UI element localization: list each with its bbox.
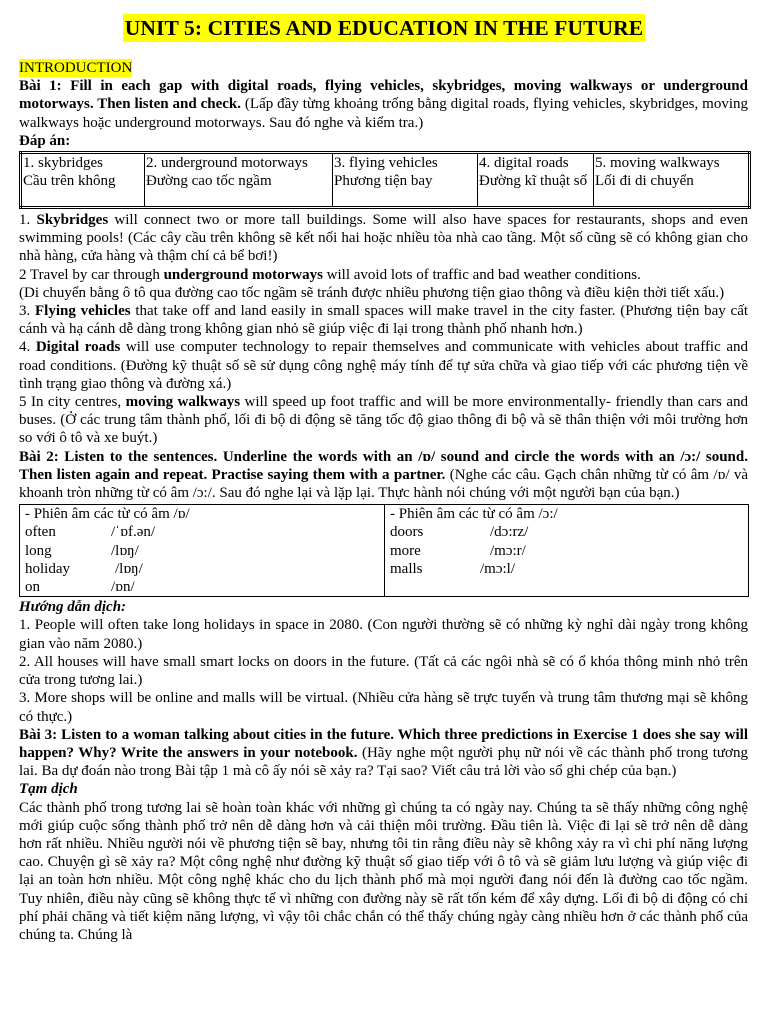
answer-cell [333, 153, 478, 208]
word-row [25, 578, 379, 596]
sentence-3 [19, 302, 748, 338]
answer-en: 1. skybridges [23, 155, 103, 172]
word: malls [390, 560, 423, 577]
sentence-prefix: 5 In city centres, [19, 394, 126, 411]
answer-vi: Đường cao tốc ngầm [146, 173, 272, 190]
exercise-2-translation: (Nghe các câu. Gạch chân những từ có âm /ɒ/ và khoanh tròn những từ có âm /ɔ:/. Sau đó nghe lại và lặp lại. Thực hành nói chúng với một người bạn của bạn.) [19, 466, 749, 502]
answer-vi: Lối đi di chuyển [595, 173, 694, 190]
answer-vi: Cầu trên không [23, 173, 116, 190]
word: on [25, 579, 40, 596]
answer-cell [478, 153, 594, 208]
word: more [390, 542, 421, 559]
sentence-text: will connect two or more tall buildings. Some will also have spaces for restaurants, shops and even swimming pools! (Các cây cầu trên không sẽ kết nối hai hoặc nhiều tòa nhà cao tầng. Một số cũng sẽ có không gian cho nhà hàng, cửa hàng và thậm chí cả bể bơi!) [19, 212, 749, 265]
ipa: /lɒŋ/ [111, 542, 139, 559]
exercise-2-instructions [19, 448, 748, 503]
answer-en: 2. underground motorways [146, 155, 308, 172]
answer-vi: Phương tiện bay [334, 173, 433, 190]
sentence-prefix: 1. [19, 212, 37, 229]
answer-cell [21, 153, 145, 208]
sentence-keyword: moving walkways [125, 394, 241, 411]
sentence-keyword: Skybridges [36, 212, 109, 229]
sentence-text: will avoid lots of traffic and bad weather conditions. [322, 266, 641, 283]
answer-en: 3. flying vehicles [334, 155, 438, 172]
short-o-column [20, 505, 385, 597]
sentence-keyword: underground motorways [163, 266, 323, 283]
sentence-prefix: 3. [19, 303, 35, 320]
sentence-text: that take off and land easily in small spaces will make travel in the city faster. (Phương tiện bay cất cánh và hạ cánh dễ dàng trong không gian nhỏ sẽ giúp việc đi lại trong thành phố nhanh hơn.) [19, 303, 749, 338]
exercise-1-heading: Bài 1: Fill in each gap with digital roads, flying vehicles, skybridges, moving walkways or underground motorways. Then listen and check. [19, 78, 748, 113]
ipa: /mɔ:r/ [490, 542, 526, 559]
word-row [25, 523, 379, 541]
word: often [25, 524, 56, 541]
page-title: UNIT 5: CITIES AND EDUCATION IN THE FUTURE [124, 16, 644, 40]
sentence-2-translation [19, 284, 748, 302]
sentence-text: (Di chuyển bằng ô tô qua đường cao tốc ngầm sẽ tránh được nhiều phương tiện giao thông và điều kiện thời tiết xấu.) [19, 284, 725, 301]
answer-cell [594, 153, 750, 208]
sentence-text: will use computer technology to repair themselves and communicate with vehicles about traffic and road conditions. (Đường kỹ thuật số sẽ sử dụng công nghệ máy tính để tự sửa chữa và giao tiếp với các phương tiện về tình trạng giao thông và đường xá.) [19, 339, 748, 392]
word-row [25, 560, 379, 578]
sentence-2 [19, 266, 748, 284]
word-row [25, 542, 379, 560]
ipa: /ɒn/ [111, 579, 135, 596]
answer-row [21, 153, 750, 208]
introduction-label: INTRODUCTION [19, 60, 133, 76]
word-row [390, 560, 743, 578]
exercise-3-instructions [19, 726, 748, 781]
guide-sentence-3: 3. More shops will be online and malls will be virtual. (Nhiều cửa hàng sẽ trực tuyến và trung tâm thương mại sẽ không có thực.) [19, 690, 748, 725]
word-row [390, 523, 743, 541]
answer-vi: Đường kĩ thuật số [479, 173, 588, 190]
ipa: /ˈɒf.ən/ [111, 524, 156, 541]
sentence-keyword: Flying vehicles [35, 303, 131, 320]
guide-sentence-2: 2. All houses will have small smart locks on doors in the future. (Tất cả các ngôi nhà sẽ có ổ khóa thông minh nhỏ trên cửa trong tương lai.) [19, 653, 748, 689]
long-o-title: - Phiên âm các từ có âm /ɔ:/ [390, 506, 558, 523]
sentence-prefix: 4. [19, 339, 36, 356]
ipa: /dɔ:rz/ [490, 524, 529, 541]
temp-label-text: Tạm dịch [19, 781, 78, 798]
exercise-1-instructions [19, 77, 748, 132]
sentence-5 [19, 393, 748, 448]
exercise-1-translation: (Lấp đầy từng khoảng trống bằng digital roads, flying vehicles, skybridges, moving walkways hoặc underground motorways. Sau đó nghe và kiểm tra.) [19, 96, 749, 131]
exercise-2-heading: Bài 2: Listen to the sentences. Underline the words with an /ɒ/ sound and circle the words with an /ɔ:/ sound. Then listen again and repeat. Practise saying them with a partner. [19, 448, 748, 483]
answer-label [19, 132, 748, 150]
guide-sentence-1: 1. People will often take long holidays in space in 2080. (Con người thường sẽ có những kỳ nghỉ dài ngày trong không gian vào năm 2080.) [19, 617, 748, 652]
ipa: /lɒŋ/ [115, 560, 143, 577]
word: long [25, 542, 52, 559]
answer-en: 4. digital roads [479, 155, 569, 172]
sentence-4 [19, 338, 748, 393]
word: doors [390, 524, 424, 541]
temporary-translation-body: Các thành phố trong tương lai sẽ hoàn toàn khác với những gì chúng ta có ngày nay. Chúng ta sẽ thấy những công nghệ mới giúp cuộc sống thành phố trở nên dễ dàng hơn và cải thiện môi trường. Đầu tiên là. Việc đi lại sẽ trở nên dễ dàng hơn rất nhiều. Nhiều người nói về phương tiện sẽ bay, nhưng tôi tin rằng điều này sẽ không xảy ra vì chi phí năng lượng cao. Chuyện gì sẽ xảy ra? Một công nghệ như đường kỹ thuật số giao tiếp với ô tô và sẽ giảm lưu lượng và giúp việc đi lại an toàn hơn nhiều. Một công nghệ khác cho du lịch thành phố mà mọi người đang nói đến là đường cao tốc ngầm. Tuy nhiên, điều này cũng sẽ không thực tế vì những con đường này sẽ rất tốn kém để xây dựng. Lối đi bộ di động có chi phí phải chăng và tiết kiệm năng lượng, vì vậy tôi chắc chắn có thể thấy chúng ngày càng nhiều hơn ở các thành phố của chúng ta. Chúng là [19, 799, 748, 943]
guide-label-text: Hướng dẫn dịch: [19, 599, 127, 616]
ipa: /mɔ:l/ [480, 560, 515, 577]
long-o-column [385, 505, 749, 597]
sentence-text: will speed up foot traffic and will be more environmentally- friendly than cars and buses. (Ở các trung tâm thành phố, lối đi bộ di động sẽ tăng tốc độ giao thông đi bộ và sẽ thân thiện với môi trường hơn so với ô tô và xe buýt.) [19, 394, 748, 447]
short-o-title: - Phiên âm các từ có âm /ɒ/ [25, 506, 190, 523]
phonetic-table [19, 504, 749, 597]
document-content [19, 59, 748, 944]
phonetic-row [20, 505, 749, 597]
title-wrap [0, 14, 768, 42]
answer-table [19, 151, 751, 209]
temporary-translation-label [19, 780, 748, 798]
answer-en: 5. moving walkways [595, 155, 720, 172]
exercise-3-heading: Bài 3: Listen to a woman talking about cities in the future. Which three predictions in Exercise 1 does she say will happen? Why? Write the answers in your notebook. [19, 726, 748, 761]
exercise-3-translation: (Hãy nghe một người phụ nữ nói về các thành phố trong tương lai. Ba dự đoán nào trong Bài tập 1 mà cô ấy nói sẽ xảy ra? Tại sao? Viết câu trả lời vào sổ ghi chép của bạn.) [19, 744, 748, 780]
word-row [390, 542, 743, 560]
word: holiday [25, 560, 70, 577]
translation-guide-label [19, 598, 748, 616]
sentence-keyword: Digital roads [35, 339, 121, 356]
sentence-1 [19, 211, 748, 266]
answer-cell [145, 153, 333, 208]
sentence-prefix: 2 Travel by car through [19, 266, 164, 283]
answer-label-text: Đáp án: [19, 132, 71, 149]
